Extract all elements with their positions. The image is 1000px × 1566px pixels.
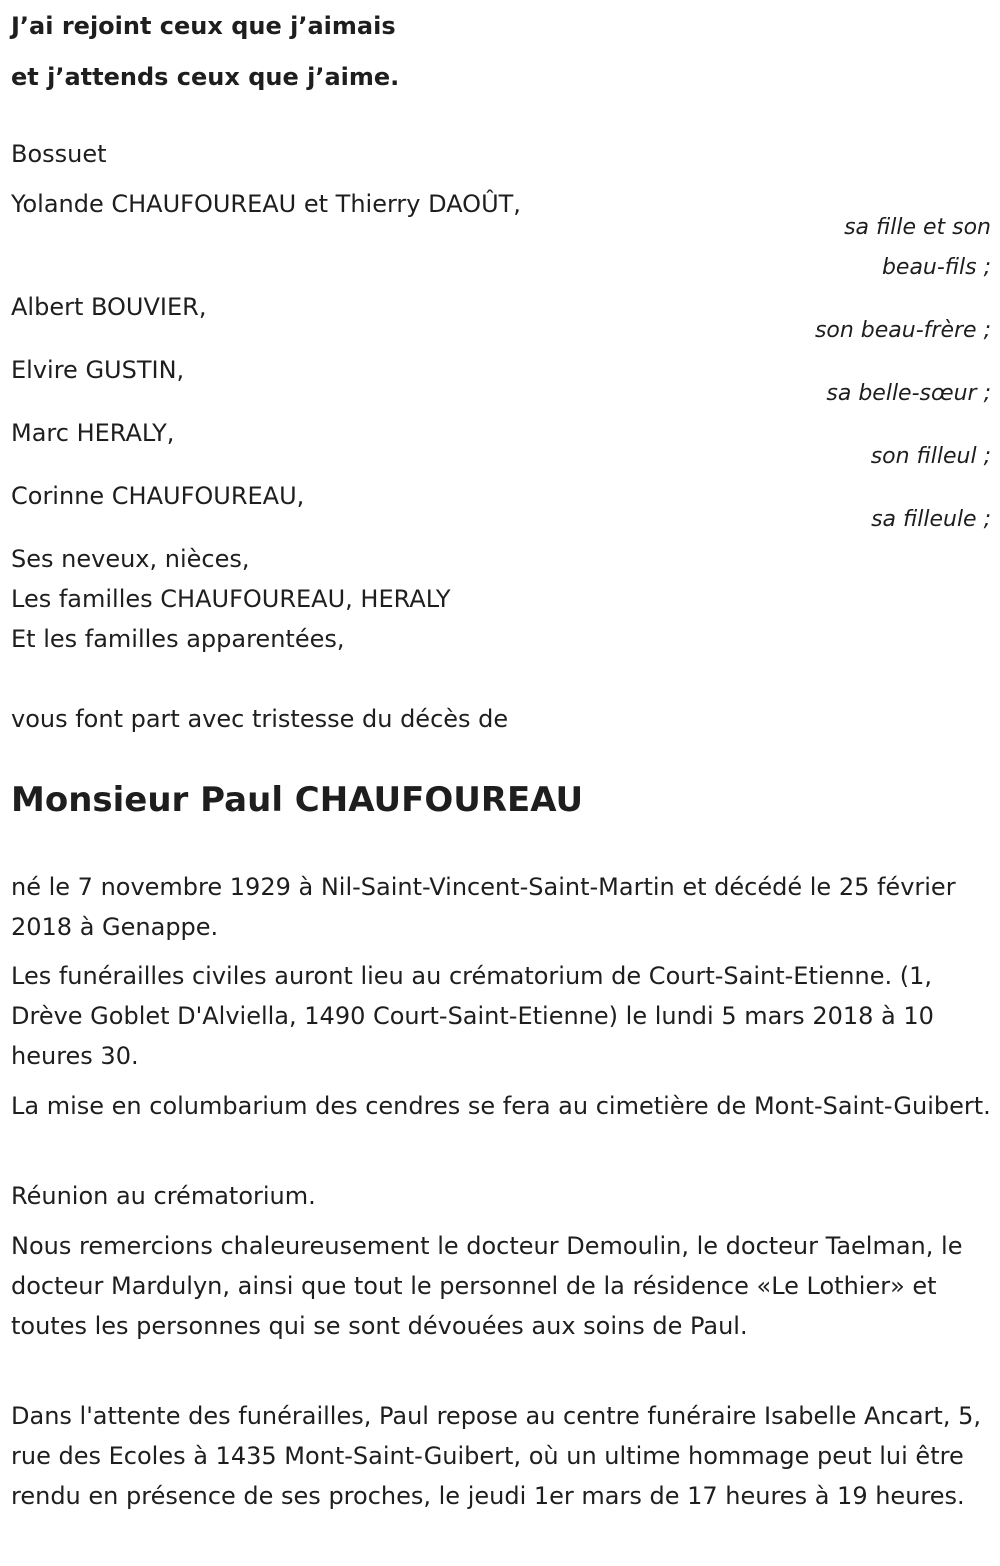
family-member-name: Marc HERALY, bbox=[11, 419, 175, 447]
others-line: Ses neveux, nièces, bbox=[11, 545, 250, 573]
family-member-relation: sa belle-sœur ; bbox=[826, 381, 991, 406]
family-member-relation: beau-fils ; bbox=[881, 255, 991, 280]
family-member-relation: son beau-frère ; bbox=[814, 318, 991, 343]
family-member-relation: son filleul ; bbox=[870, 444, 991, 469]
others-line: Et les familles apparentées, bbox=[11, 625, 345, 653]
announcement-text: vous font part avec tristesse du décès de bbox=[11, 705, 509, 733]
quote-line-1: J’ai rejoint ceux que j’aimais bbox=[11, 12, 396, 40]
others-line: Les familles CHAUFOUREAU, HERALY bbox=[11, 585, 451, 613]
family-member-name: Yolande CHAUFOUREAU et Thierry DAOÛT, bbox=[11, 190, 521, 218]
paragraph-funeral: Les funérailles civiles auront lieu au crématorium de Court-Saint-Etienne. (1, Drève Goblet D'Alviella, 1490 Court-Saint-Etienne) le lundi 5 mars 2018 à 10 heures 30. bbox=[11, 962, 934, 1070]
paragraph-viewing: Dans l'attente des funérailles, Paul repose au centre funéraire Isabelle Ancart, 5, rue des Ecoles à 1435 Mont-Saint-Guibert, où un ultime hommage peut lui être rendu en présence de ses proches, le jeudi 1er mars de 17 heures à 19 heures. bbox=[11, 1402, 981, 1510]
quote-line-2: et j’attends ceux que j’aime. bbox=[11, 63, 400, 91]
paragraph-columbarium: La mise en columbarium des cendres se fera au cimetière de Mont-Saint-Guibert. bbox=[11, 1092, 991, 1120]
paragraph-gathering: Réunion au crématorium. bbox=[11, 1182, 316, 1210]
family-member-relation: sa fille et son bbox=[844, 215, 991, 240]
obituary-notice bbox=[11, 0, 991, 1566]
family-member-name: Elvire GUSTIN, bbox=[11, 356, 185, 384]
deceased-name: Monsieur Paul CHAUFOUREAU bbox=[11, 780, 584, 820]
paragraph-thanks: Nous remercions chaleureusement le docteur Demoulin, le docteur Taelman, le docteur Mardulyn, ainsi que tout le personnel de la résidence «Le Lothier» et toutes les personnes qui se sont dévouées aux soins de Paul. bbox=[11, 1232, 963, 1340]
family-member-relation: sa filleule ; bbox=[871, 507, 991, 532]
paragraph-birth-death: né le 7 novembre 1929 à Nil-Saint-Vincent-Saint-Martin et décédé le 25 février 2018 à Genappe. bbox=[11, 873, 956, 941]
family-member-name: Corinne CHAUFOUREAU, bbox=[11, 482, 305, 510]
place-name: Bossuet bbox=[11, 140, 107, 168]
family-member-name: Albert BOUVIER, bbox=[11, 293, 207, 321]
